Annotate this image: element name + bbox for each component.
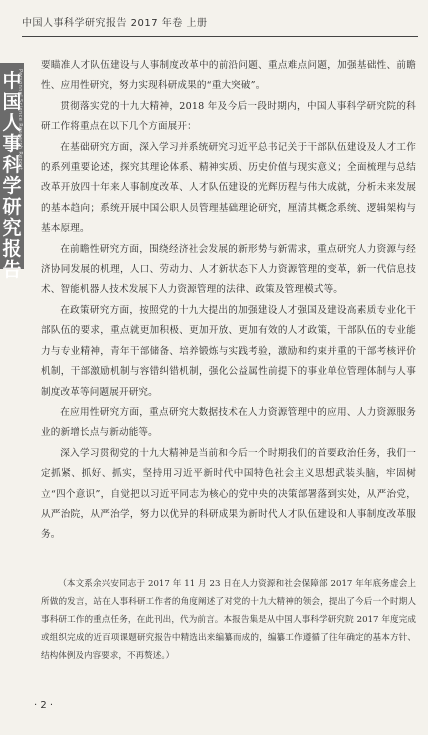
sidebar-char: 报 [2, 238, 22, 260]
paragraph: 在应用性研究方面，重点研究大数据技术在人力资源管理中的应用、人力资源服务业的新增长点与新动能等。 [41, 406, 416, 439]
body-text [41, 56, 416, 546]
page-number: · 2 · [34, 700, 54, 711]
paragraph: 在前瞻性研究方面，围绕经济社会发展的新形势与新需求，重点研究人力资源与经济协同发展的机理，人口、劳动力、人才新状态下人力资源管理的变革，新一代信息技术、智能机器人技术发展下人力资源管理的法律、政策及管理模式等。 [41, 243, 416, 296]
note-text: （本文系余兴安同志于 2017 年 11 月 23 日在人力资源和社会保障部 2017 年年底务虚会上所做的发言，站在人事科研工作者的角度阐述了对党的十九大精神的领会，提出了今后一个时期人事科研工作的重点任务，在此刊出，代为前言。本报告集是从中国人事科学研究院 2017 年度完成或组织完成的近百项课题研究报告中精选出来编纂而成的，编纂工作遵循了往年确定的基本方针、结构体例及内容要求，不再赘述。） [41, 579, 416, 661]
sidebar-char: 究 [2, 217, 22, 239]
paragraph: 在基础研究方面，深入学习并系统研究习近平总书记关于干部队伍建设及人才工作的系列重要论述，探究其理论体系、精神实质、历史价值与现实意义；全面梳理与总结改革开放四十年来人事制度改革、人才队伍建设的光辉历程与伟大成就，分析未来发展的基本趋向；系统开展中国公职人员管理基础理论研究，厘清其概念系统、逻辑架构与基本原理。 [41, 141, 416, 235]
sidebar-char: 中 [2, 70, 22, 92]
paragraph: 在政策研究方面，按照党的十九大提出的加强建设人才强国及建设高素质专业化干部队伍的要求，重点就更加积极、更加开放、更加有效的人才政策，干部队伍的专业能力与专业精神，青年干部储备、培养锻炼与实践考验，激励和约束并重的干部考核评价机制，干部激励机制与容错纠错机制，强化公益属性前提下的事业单位管理体制与人事制度改革等问题展开研究。 [41, 304, 416, 398]
sidebar-char: 告 [2, 259, 22, 281]
sidebar-subtitle: Personnel Science Research Report [17, 69, 23, 171]
sidebar-char: 研 [2, 196, 22, 218]
sidebar-char: 人 [2, 112, 22, 134]
paragraph: 深入学习贯彻党的十九大精神是当前和今后一个时期我们的首要政治任务，我们一定抓紧、抓好、抓实，坚持用习近平新时代中国特色社会主义思想武装头脑，牢固树立“四个意识”，自觉把以习近平同志为核心的党中央的决策部署落到实处，从严治党，从严治院，从严治学，努力以优异的科研成果为新时代人才队伍建设和人事制度改革服务。 [41, 447, 416, 541]
paragraph: 贯彻落实党的十九大精神，2018 年及今后一段时期内，中国人事科学研究院的科研工作将重点在以下几个方面展开： [41, 100, 416, 133]
header-title: 中国人事科学研究报告 2017 年卷 上册 [22, 18, 208, 29]
sidebar-char: 科 [2, 154, 22, 176]
header-rule [22, 36, 418, 37]
sidebar-char: 学 [2, 175, 22, 197]
sidebar-char: 事 [2, 133, 22, 155]
sidebar-char: 国 [2, 91, 22, 113]
sidebar-tab [0, 63, 24, 281]
paragraph: 要瞄准人才队伍建设与人事制度改革中的前沿问题、重点难点问题，加强基础性、前瞻性、应用性研究，努力实现科研成果的“重大突破”。 [41, 60, 416, 92]
running-header [22, 14, 418, 34]
editor-note [41, 575, 416, 665]
